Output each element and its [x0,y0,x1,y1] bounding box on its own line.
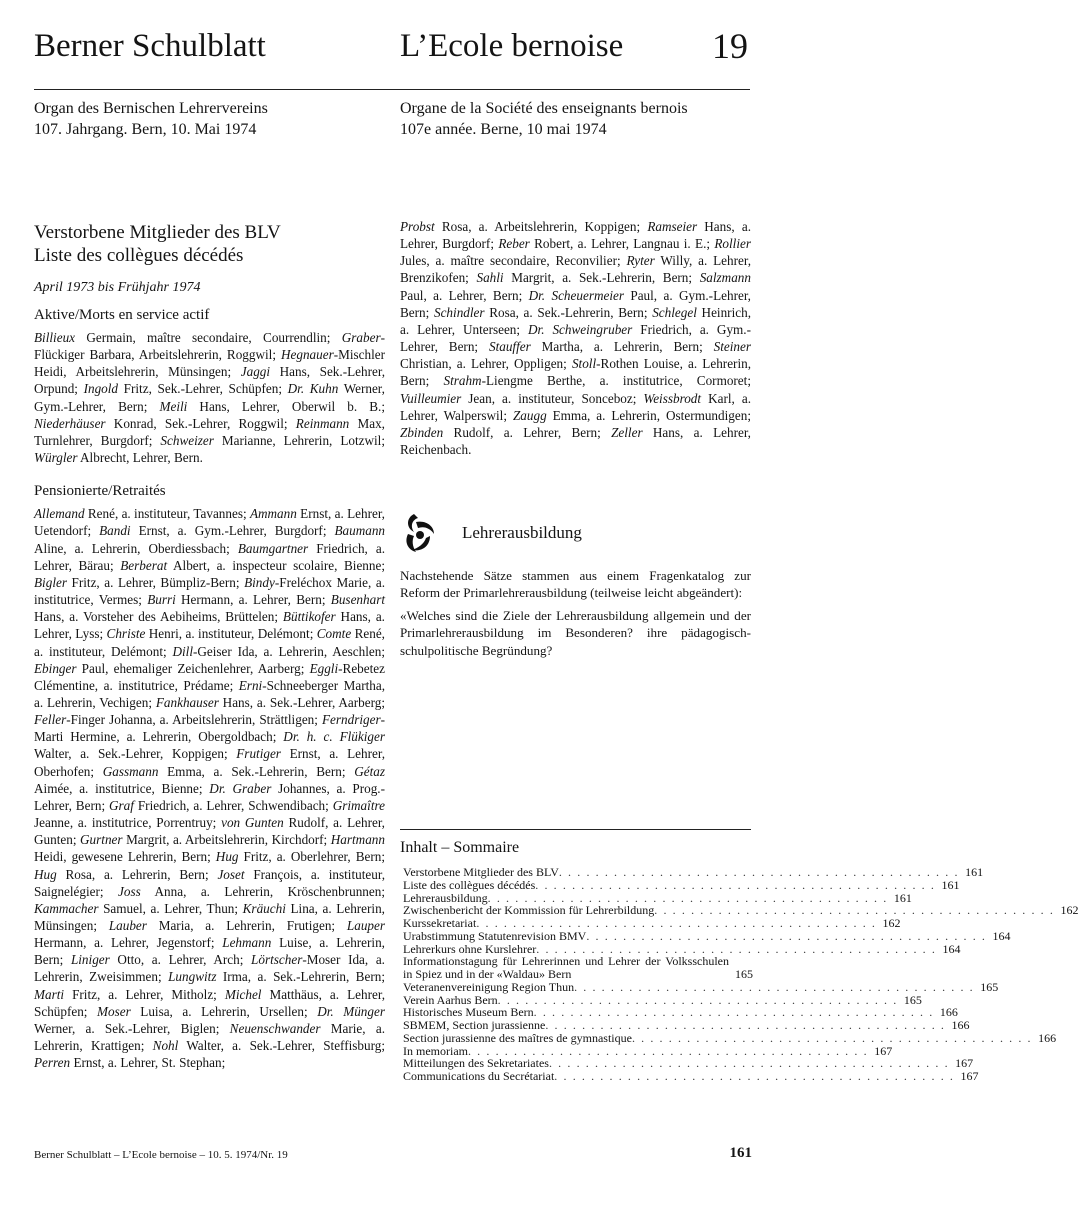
masthead-title-fr: L’Ecole bernoise [400,28,624,64]
toc-item-page: 165 [903,992,922,1007]
toc-item-page: 167 [955,1056,974,1071]
year-de: 107. Jahrgang. Bern, 10. Mai 1974 [34,121,257,138]
obituary-section [34,221,385,1071]
toc-item-title: Zwischenbericht der Kommission für Lehrerbildung [403,903,655,918]
toc-item[interactable]: Section jurassienne des maîtres de gymnastique . . . . . . . . . . . . . . . . . . . . . . . . . . . . . . . . . . . . . . . . . . . . 166 [403,1030,1057,1045]
toc-item-title: Historisches Museum Bern [403,1005,534,1020]
retired-list-continued: Probst Rosa, a. Arbeitslehrerin, Koppigen; Ramseier Hans, a. Lehrer, Burgdorf; Reber Robert, a. Lehrer, Langnau i. E.; Rollier Jules, a. maître secondaire, Reconvilier; Ryter Willy, a. Lehrer, Brenzikofen; Sahli Margrit, a. Sek.-Lehrerin, Bern; Salzmann Paul, a. Lehrer, Bern; Dr. Scheuermeier Paul, a. Gym.-Lehrer, Bern; Schindler Rosa, a. Sek.-Lehrerin, Bern; Schlegel Heinrich, a. Lehrer, Unterseen; Dr. Schweingruber Friedrich, a. Gym.-Lehrer, Bern; Stauffer Martha, a. Lehrerin, Bern; Steiner Christian, a. Lehrer, Oppligen; Stoll-Rothen Louise, a. Lehrerin, Bern; Strahm-Liengme Berthe, a. institutrice, Cormoret; Vuilleumier Jean, a. instituteur, Sonceboz; Weissbrodt Karl, a. Lehrer, Walperswil; Zaugg Emma, a. Lehrerin, Ostermundigen; Zbinden Rudolf, a. Lehrer, Bern; Zeller Hans, a. Lehrer, Reichenbach. [400,219,751,458]
toc-item-title: Section jurassienne des maîtres de gymnastique [403,1030,632,1045]
teacher-education-title: Lehrerausbildung [462,523,582,542]
toc-item-title: Veteranenvereinigung Region Thun [403,979,575,994]
toc-item-page: 166 [939,1005,958,1020]
toc-item-page: 165 [980,979,999,994]
toc-item[interactable]: In memoriam . . . . . . . . . . . . . . . . . . . . . . . . . . . . . . . . . . . . . . . . . . . . 167 [403,1043,893,1058]
toc-item[interactable]: Verstorbene Mitglieder des BLV . . . . . . . . . . . . . . . . . . . . . . . . . . . . . . . . . . . . . . . . . . . . 161 [403,865,984,879]
toc-title: Inhalt – Sommaire [400,839,520,856]
toc-item-title: Lehrerkurs ohne Kurslehrer [403,941,537,956]
toc-item-page: 162 [1060,903,1078,918]
toc-item[interactable]: Mitteilungen des Sekretariates . . . . . . . . . . . . . . . . . . . . . . . . . . . . . . . . . . . . . . . . . . . . 167 [403,1056,974,1071]
toc-item-page: 164 [992,928,1011,943]
masthead-title-de: Berner Schulblatt [34,28,266,64]
toc-item-title: Urabstimmung Statutenrevision BMV [403,928,587,943]
footer-page-number: 161 [729,1145,752,1161]
toc-item-title: Verein Aarhus Bern [403,992,498,1007]
toc-item-page: 167 [874,1043,893,1058]
masthead-rule [34,89,750,90]
toc-item[interactable]: Urabstimmung Statutenrevision BMV . . . . . . . . . . . . . . . . . . . . . . . . . . . . . . . . . . . . . . . . . . . . 164 [403,928,1011,943]
active-heading: Aktive/Morts en service actif [34,307,210,323]
table-of-contents [403,865,1078,1083]
org-fr: Organe de la Société des enseignants bernois [400,100,688,117]
teacher-education-text [400,567,751,659]
toc-item-title: Liste des collègues décédés [403,877,536,892]
toc-item-page: 166 [1038,1030,1057,1045]
toc-item-page: 161 [893,890,912,905]
active-list: Billieux Germain, maître secondaire, Courrendlin; Graber-Flückiger Barbara, Arbeitslehrerin, Roggwil; Hegnauer-Mischler Heidi, Arbeitslehrerin, Münsingen; Jaggi Hans, Sek.-Lehrer, Orpund; Ingold Fritz, Sek.-Lehrer, Schüpfen; Dr. Kuhn Werner, Gym.-Lehrer, Bern; Meili Hans, Lehrer, Oberwil b. B.; Niederhäuser Konrad, Sek.-Lehrer, Roggwil; Reinmann Max, Turnlehrer, Burgdorf; Schweizer Marianne, Lehrerin, Lotzwil; Würgler Albrecht, Lehrer, Bern. [34,330,386,466]
toc-item[interactable]: Lehrerausbildung . . . . . . . . . . . . . . . . . . . . . . . . . . . . . . . . . . . . . . . . . . . . 161 [403,890,912,905]
toc-item[interactable]: Verein Aarhus Bern . . . . . . . . . . . . . . . . . . . . . . . . . . . . . . . . . . . . . . . . . . . . 165 [403,992,922,1007]
obituary-period: April 1973 bis Frühjahr 1974 [34,280,201,295]
toc-item[interactable]: Liste des collègues décédés . . . . . . . . . . . . . . . . . . . . . . . . . . . . . . . . . . . . . . . . . . . . 161 [403,877,960,892]
toc-item-page: 164 [942,941,961,956]
toc-item[interactable]: Communications du Secrétariat . . . . . . . . . . . . . . . . . . . . . . . . . . . . . . . . . . . . . . . . . . . . 167 [403,1069,979,1083]
org-de: Organ des Bernischen Lehrervereins [34,100,268,117]
toc-item[interactable]: Zwischenbericht der Kommission für Lehrerbildung . . . . . . . . . . . . . . . . . . . . . . . . . . . . . . . . . . . . . . . . . . . . 162 [403,903,1078,918]
toc-item[interactable] [403,955,753,981]
toc-item-title: Informationstagung für Lehrerinnen und Lehrer der Volksschulen in Spiez und in der «Waldau» Bern [403,954,729,981]
obituary-title-de: Verstorbene Mitglieder des BLV [34,222,281,243]
toc-item[interactable]: Kurssekretariat . . . . . . . . . . . . . . . . . . . . . . . . . . . . . . . . . . . . . . . . . . . . 162 [403,916,901,930]
retired-heading: Pensionierte/Retraités [34,483,166,500]
toc-item-page: 161 [965,865,984,879]
toc-item[interactable]: Veteranenvereinigung Region Thun . . . . . . . . . . . . . . . . . . . . . . . . . . . . . . . . . . . . . . . . . . . . 165 [403,979,999,994]
issue-number: 19 [712,26,748,66]
toc-item-page: 161 [941,877,960,892]
toc-item-title: Lehrerausbildung [403,890,488,905]
toc-item-page: 167 [960,1069,979,1083]
toc-rule [400,829,751,830]
toc-item-title: Verstorbene Mitglieder des BLV [403,865,559,879]
toc-item-page: 165 [735,967,753,981]
toc-item[interactable]: Historisches Museum Bern . . . . . . . . . . . . . . . . . . . . . . . . . . . . . . . . . . . . . . . . . . . . 166 [403,1005,958,1020]
year-fr: 107e année. Berne, 10 mai 1974 [400,121,607,138]
toc-item-title: SBMEM, Section jurassienne [403,1018,546,1032]
toc-item-title: In memoriam [403,1043,468,1058]
teacher-education-p2: «Welches sind die Ziele der Lehrerausbildung allgemein und der Primarlehrerausbildung im Besonderen? ihre pädagogisch-schulpolitische Begründung? [400,608,751,658]
retired-list: Allemand René, a. instituteur, Tavannes; Ammann Ernst, a. Lehrer, Uetendorf; Bandi Ernst, a. Gym.-Lehrer, Burgdorf; Baumann Aline, a. Lehrerin, Oberdiessbach; Baumgartner Friedrich, a. Lehrer, Bärau; Berberat Albert, a. inspecteur scolaire, Bienne; Bigler Fritz, a. Lehrer, Bümpliz-Bern; Bindy-Freléchox Marie, a. institutrice, Vermes; Burri Hermann, a. Lehrer, Bern; Busenhart Hans, a. Vorsteher des Aebiheims, Brüttelen; Büttikofer Hans, a. Lehrer, Lyss; Christe Henri, a. instituteur, Delémont; Comte René, a. instituteur, Delémont; Dill-Geiser Ida, a. Lehrerin, Aeschlen; Ebinger Paul, ehemaliger Zeichenlehrer, Aarberg; Eggli-Rebetez Clémentine, a. institutrice, Prédame; Erni-Schneeberger Martha, a. Lehrerin, Vechigen; Fankhauser Hans, a. Sek.-Lehrer, Aarberg; Feller-Finger Johanna, a. Arbeitslehrerin, Strättligen; Ferndriger-Marti Hermine, a. Lehrerin, Obergoldbach; Dr. h. c. Flükiger Walter, a. Sek.-Lehrer, Koppigen; Frutiger Ernst, a. Lehrer, Oberhofen; Gassmann Emma, a. Sek.-Lehrerin, Bern; Gétaz Aimée, a. institutrice, Bienne; Dr. Graber Johannes, a. Prog.-Lehrer, Bern; Graf Friedrich, a. Lehrer, Schwendibach; Grimaître Jeanne, a. institutrice, Porrentruy; von Gunten Rudolf, a. Lehrer, Gunten; Gurtner Margrit, a. Arbeitslehrerin, Kirchdorf; Hartmann Heidi, gewesene Lehrerin, Bern; Hug Fritz, a. Oberlehrer, Bern; Hug Rosa, a. Lehrerin, Bern; Joset François, a. instituteur, Saignelégier; Joss Anna, a. Lehrerin, Kröschenbrunnen; Kammacher Samuel, a. Lehrer, Thun; Kräuchi Lina, a. Lehrerin, Münsingen; Lauber Maria, a. Lehrerin, Frutigen; Lauper Hermann, a. Lehrer, Jegenstorf; Lehmann Luise, a. Lehrerin, Bern; Liniger Otto, a. Lehrer, Arch; Lörtscher-Moser Ida, a. Lehrerin, Zweisimmen; Lungwitz Irma, a. Sek.-Lehrerin, Bern; Marti Fritz, a. Lehrer, Mitholz; Michel Matthäus, a. Lehrer, Schüpfen; Moser Luisa, a. Lehrerin, Ursellen; Dr. Münger Werner, a. Sek.-Lehrer, Biglen; Neuenschwander Marie, a. Lehrerin, Krattigen; Nohl Walter, a. Sek.-Lehrer, Steffisburg; Perren Ernst, a. Lehrer, St. Stephan; [34,506,386,1071]
toc-item[interactable]: SBMEM, Section jurassienne . . . . . . . . . . . . . . . . . . . . . . . . . . . . . . . . . . . . . . . . . . . . 166 [403,1018,970,1032]
teacher-education-p1: Nachstehende Sätze stammen aus einem Fragenkatalog zur Reform der Primarlehrerausbildung (teilweise leicht abgeändert): [400,568,751,601]
toc-item-page: 162 [882,916,901,930]
teacher-education-logo-icon [400,512,440,554]
obituary-title-fr: Liste des collègues décédés [34,245,244,266]
toc-item-title: Mitteilungen des Sekretariates [403,1056,549,1071]
toc-item-page: 166 [951,1018,970,1032]
footer-citation: Berner Schulblatt – L’Ecole bernoise – 10. 5. 1974/Nr. 19 [34,1149,288,1161]
toc-item-title: Communications du Secrétariat [403,1069,555,1083]
toc-item[interactable]: Lehrerkurs ohne Kurslehrer . . . . . . . . . . . . . . . . . . . . . . . . . . . . . . . . . . . . . . . . . . . . 164 [403,941,961,956]
toc-item-title: Kurssekretariat [403,916,477,930]
